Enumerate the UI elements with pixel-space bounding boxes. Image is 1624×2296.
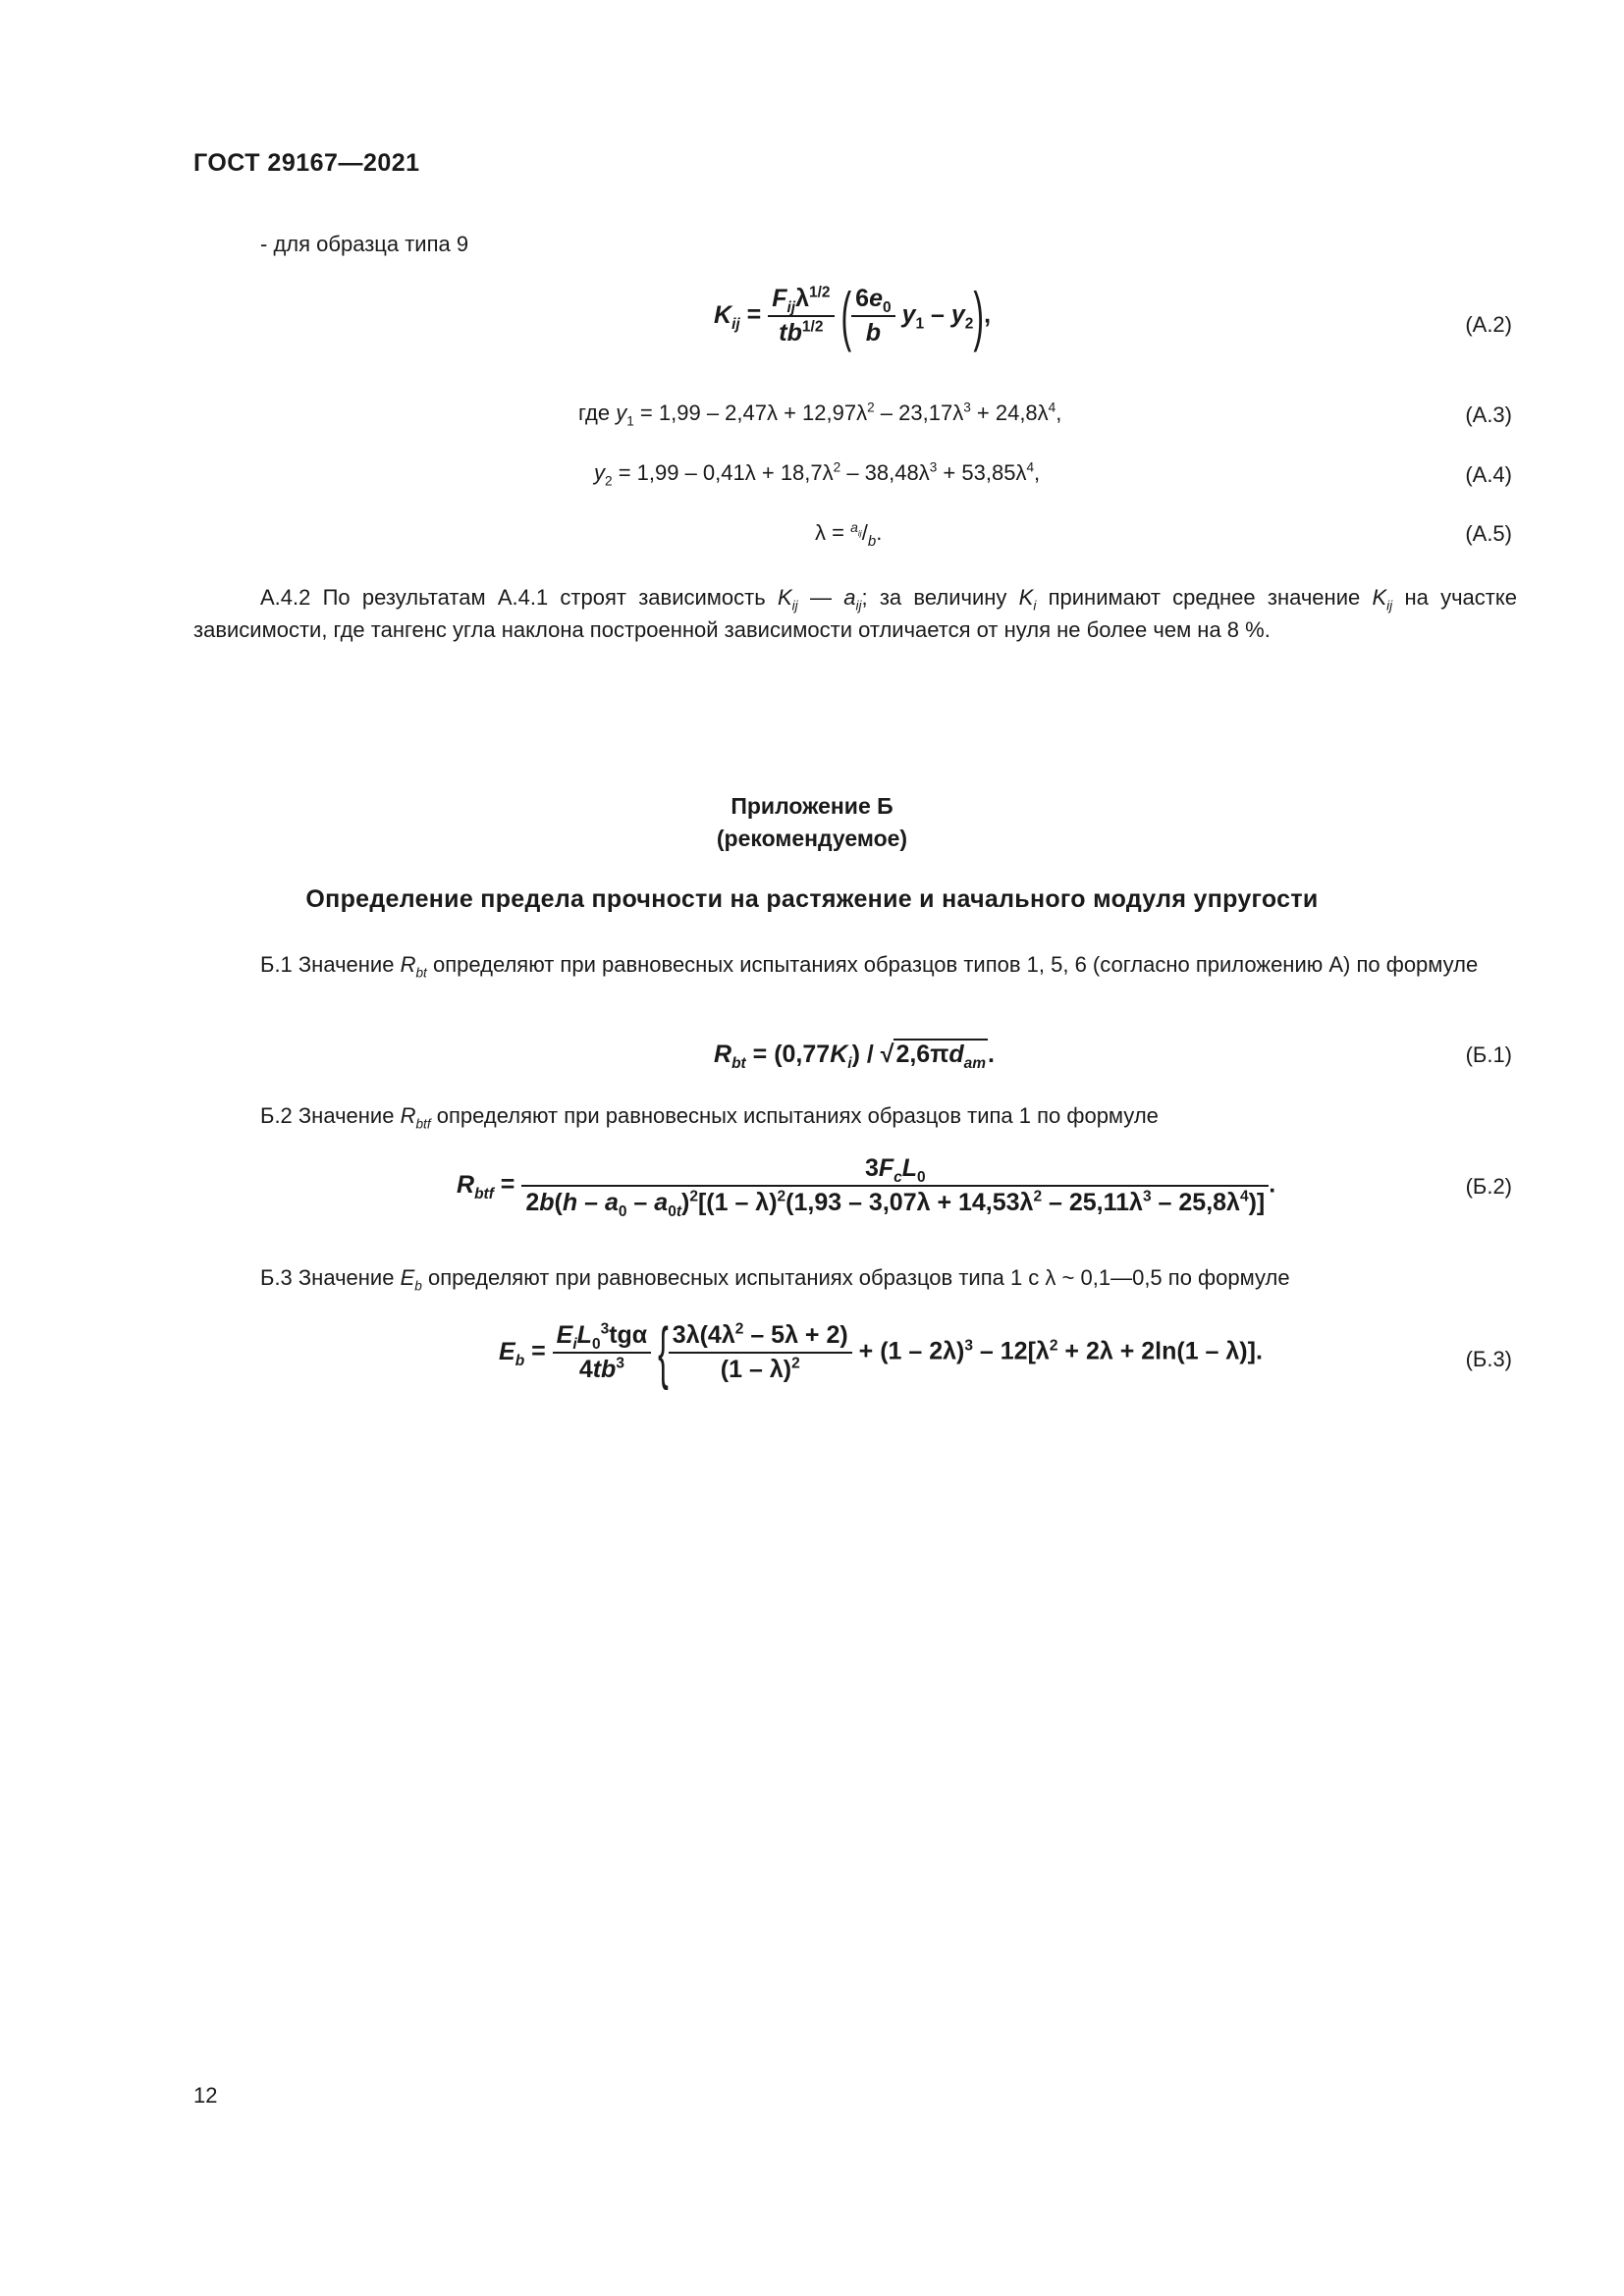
page-number: 12 <box>193 2083 218 2108</box>
document-code: ГОСТ 29167—2021 <box>193 149 420 177</box>
formula-a4: $y_2 = 1,99 - 0,41\lambda + 18,7\lambda^2 - 38,48\lambda^3 + 53,85\lambda^4$, <box>594 459 1041 489</box>
formula-a3: где $y_1 = 1,99 - 2,47\lambda + 12,97\lambda^2 - 23,17\lambda^3 + 24,8\lambda^4$, <box>578 400 1062 429</box>
paragraph-b2: Б.2 Значение $R_{btf}$ определяют при равновесных испытаниях образцов типа 1 по формуле <box>260 1103 1159 1132</box>
type9-intro: - для образца типа 9 <box>260 232 469 256</box>
eq-number-a5: (А.5) <box>1465 521 1512 546</box>
where-label: где <box>578 400 611 425</box>
eq-number-a2: (А.2) <box>1465 312 1512 337</box>
paragraph-b3: Б.3 Значение $E_b$ определяют при равновесных испытаниях образцов типа 1 с λ ~ 0,1—0,5 по формуле <box>260 1265 1290 1294</box>
eq-number-b3: (Б.3) <box>1465 1347 1512 1371</box>
eq-number-a3: (А.3) <box>1465 402 1512 427</box>
appendix-heading: Определение предела прочности на растяжение и начального модуля упругости <box>305 885 1319 913</box>
eq-number-a4: (А.4) <box>1465 462 1512 487</box>
appendix-title: Приложение Б <box>731 793 893 819</box>
paragraph-a42: А.4.2 По результатам А.4.1 строят зависимость $K_{ij}$ — $a_{ij}$; за величину $K_i$ принимают среднее значение $K_{ij}$ на участке зависимости, где тангенс угла наклона построенной зависимости отличается от нуля не более чем на 8 %. <box>193 585 1517 642</box>
paragraph-b1: Б.1 Значение $R_{bt}$ определяют при равновесных испытаниях образцов типов 1, 5, 6 (согласно приложению А) по формуле <box>260 952 1479 981</box>
formula-a2: $K_{ij}$ = $\frac{F_{ij}\lambda^{1/2}}{tb^{1/2}}$ ( $\frac{6e_0}{b}$ $y_1 - y_2$), <box>714 278 992 352</box>
appendix-status: (рекомендуемое) <box>716 826 908 851</box>
formula-b2: $R_{btf}$ = $3F_cL_0$ $2b(h - a_0 - a_{0t})^2[(1 - \lambda)^2(1,93 - 3,07\lambda + 14,53\lambda^2 - 25,11\lambda^3 - 25,8\lambda^4)]$ . <box>457 1154 1276 1220</box>
eq-number-b2: (Б.2) <box>1465 1174 1512 1199</box>
formula-b3: $E_b$ = $\frac{E_iL_0^3tg\alpha}{4tb^3}$ { $\frac{3\lambda(4\lambda^2 - 5\lambda + 2)}{(1 - \lambda)^2}$ + $(1 - 2\lambda)^3 - 12[\lambda^2 + 2\lambda + 2\ln(1 - \lambda)]$. <box>499 1312 1263 1391</box>
formula-a5: $\lambda = ^{a_{ij}}/_b$. <box>815 519 883 550</box>
formula-b1: $R_{bt} = (0,77K_i) / √2,6\pi d_{am}$. <box>714 1041 995 1072</box>
eq-number-b1: (Б.1) <box>1465 1042 1512 1067</box>
